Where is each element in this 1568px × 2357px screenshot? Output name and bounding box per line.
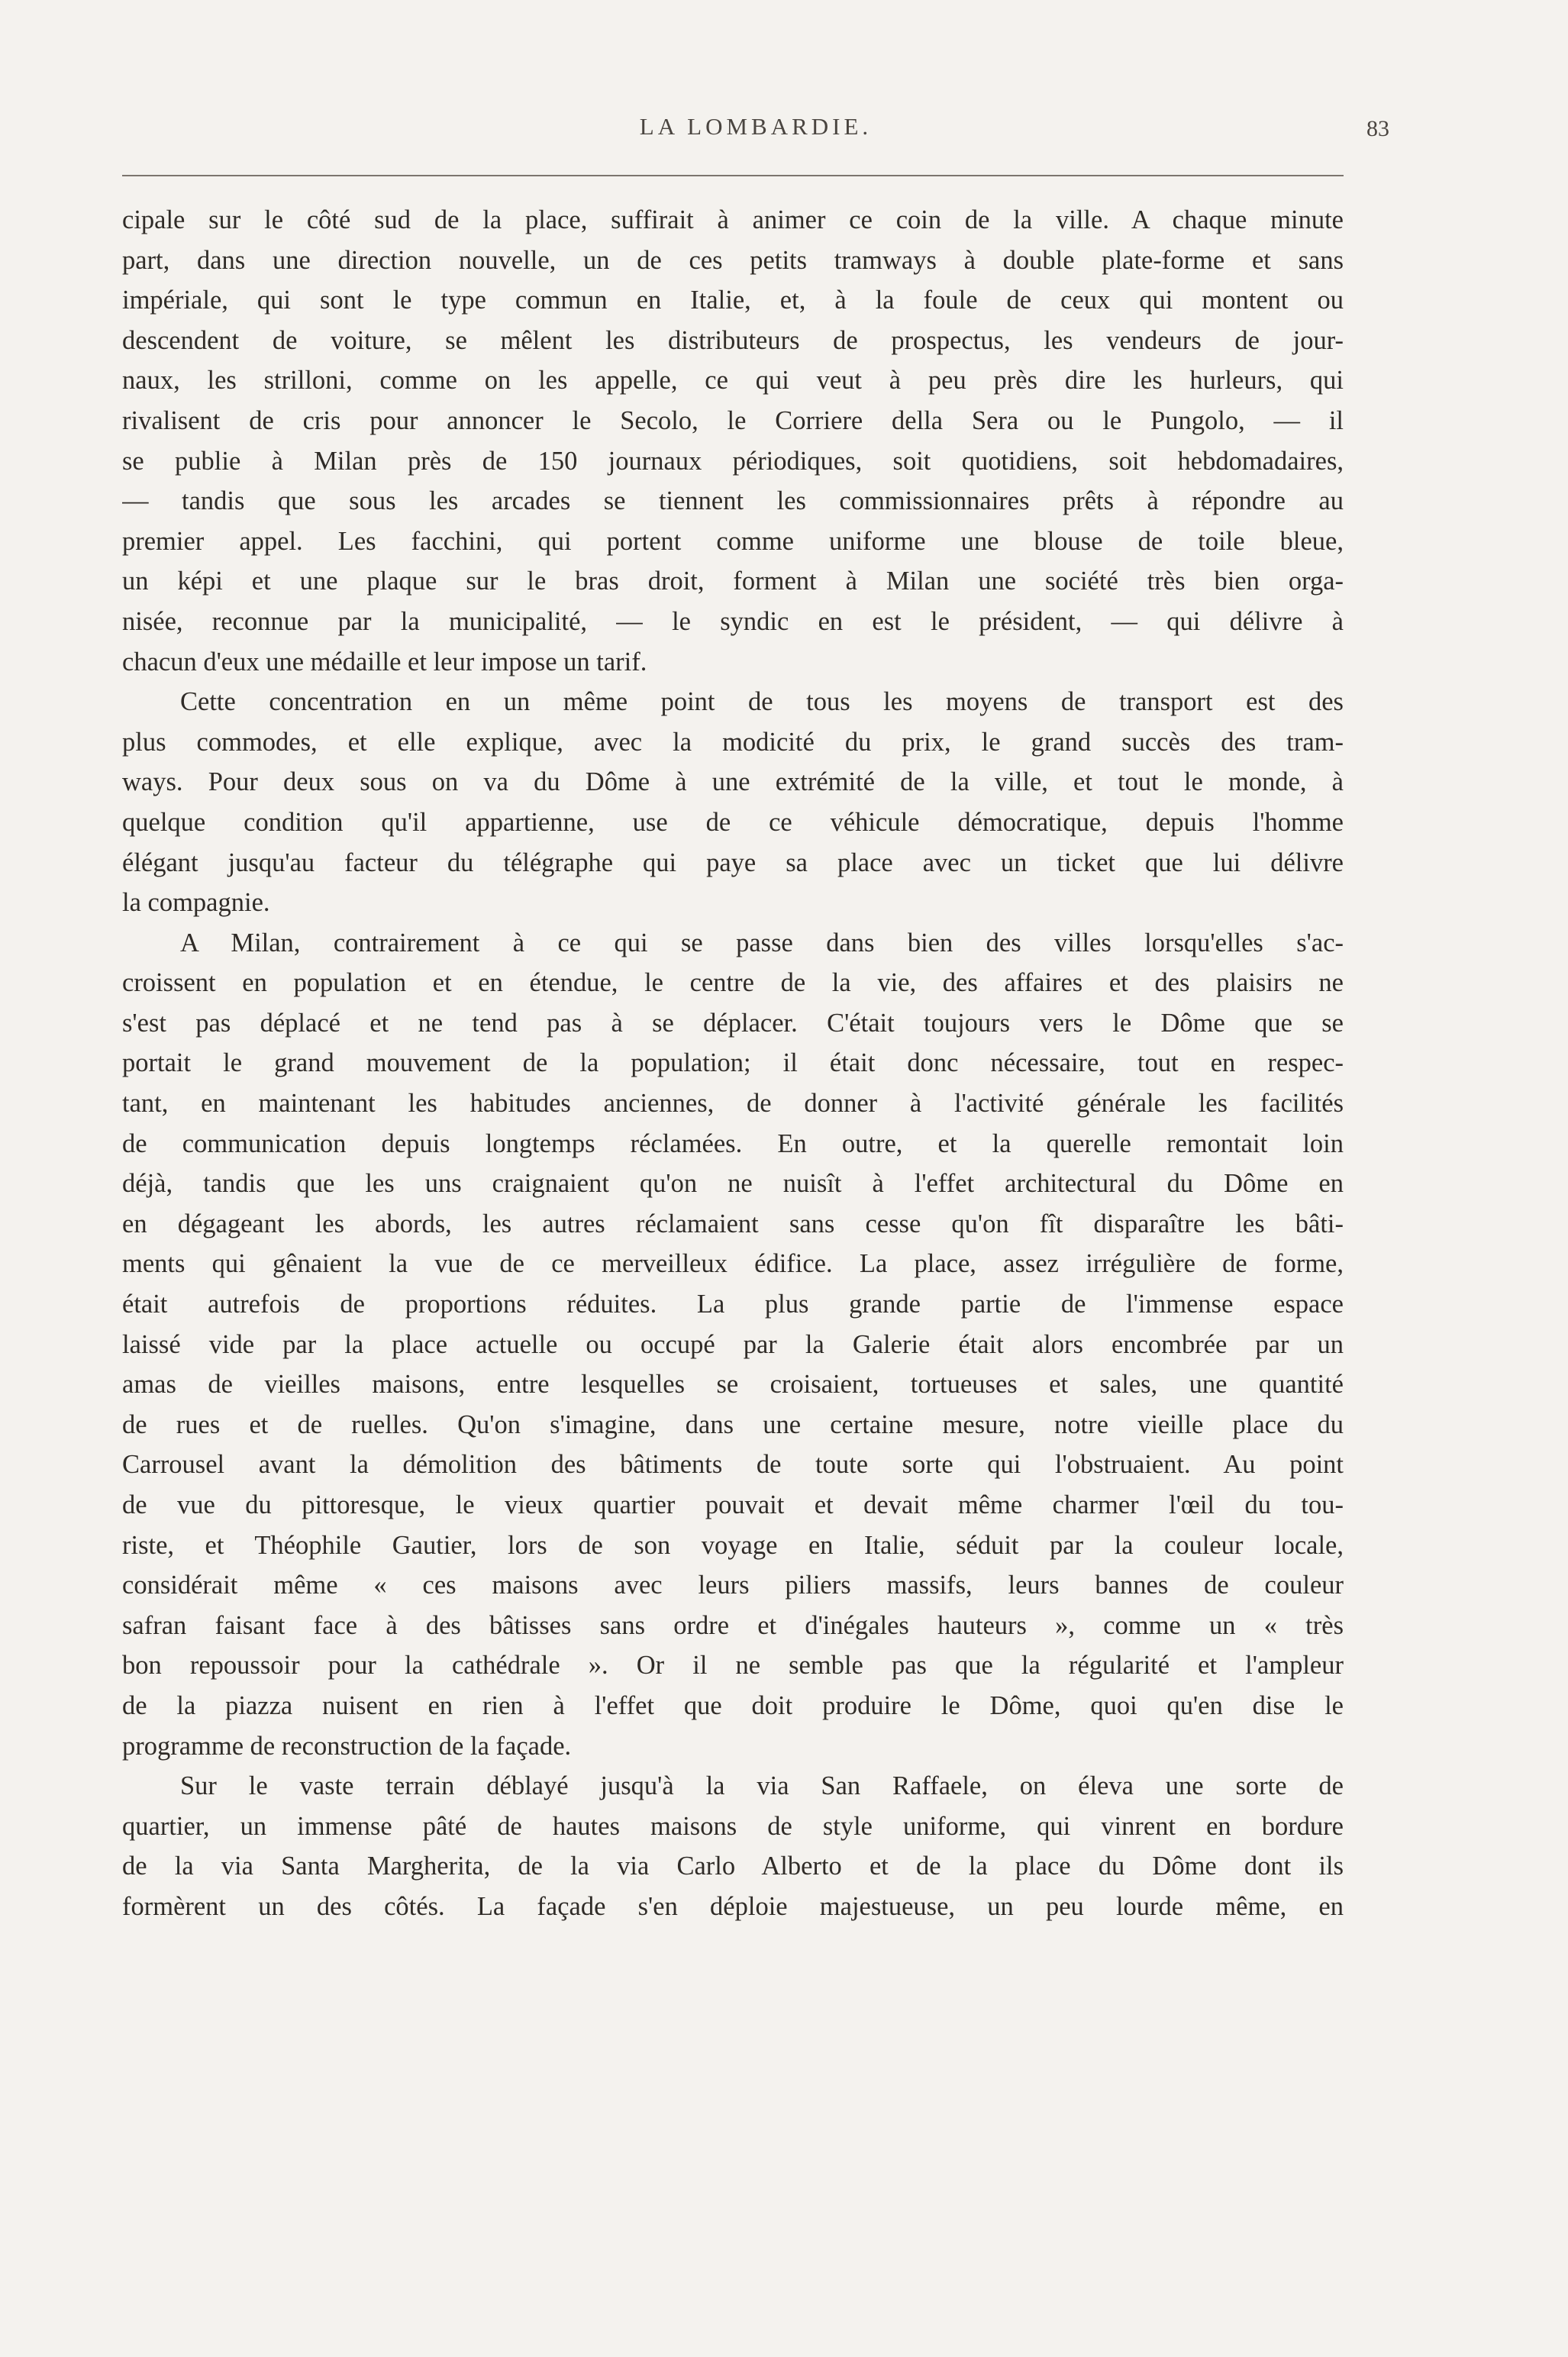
text-line: amas de vieilles maisons, entre lesquelles se croisaient, tortueuses et sales, une quantité xyxy=(122,1370,1344,1400)
text-line: descendent de voiture, se mêlent les distributeurs de prospectus, les vendeurs de jour- xyxy=(122,325,1344,355)
text-line: — tandis que sous les arcades se tiennent les commissionnaires prêts à répondre au xyxy=(122,486,1344,516)
body-text xyxy=(122,200,1344,1927)
page-number: 83 xyxy=(1366,116,1389,141)
text-line: élégant jusqu'au facteur du télégraphe qui paye sa place avec un ticket que lui délivre xyxy=(122,848,1344,877)
text-line: Cette concentration en un même point de tous les moyens de transport est des xyxy=(180,687,1344,717)
text-line: formèrent un des côtés. La façade s'en déploie majestueuse, un peu lourde même, en xyxy=(122,1891,1344,1921)
text-line: programme de reconstruction de la façade. xyxy=(122,1731,572,1761)
text-line: A Milan, contrairement à ce qui se passe dans bien des villes lorsqu'elles s'ac- xyxy=(180,928,1344,957)
text-line: en dégageant les abords, les autres réclamaient sans cesse qu'on fît disparaître les bâti- xyxy=(122,1209,1344,1238)
text-line: de la via Santa Margherita, de la via Carlo Alberto et de la place du Dôme dont ils xyxy=(122,1852,1344,1881)
text-line: chacun d'eux une médaille et leur impose un tarif. xyxy=(122,647,647,676)
running-header xyxy=(122,113,1389,151)
text-line: riste, et Théophile Gautier, lors de son voyage en Italie, séduit par la couleur locale, xyxy=(122,1530,1344,1560)
text-line: ways. Pour deux sous on va du Dôme à une extrémité de la ville, et tout le monde, à xyxy=(122,767,1344,797)
text-line: se publie à Milan près de 150 journaux périodiques, soit quotidiens, soit hebdomadaires, xyxy=(122,446,1344,476)
header-rule xyxy=(122,175,1344,176)
text-line: quartier, un immense pâté de hautes maisons de style uniforme, qui vinrent en bordure xyxy=(122,1811,1344,1841)
text-line: de rues et de ruelles. Qu'on s'imagine, dans une certaine mesure, notre vieille place du xyxy=(122,1409,1344,1439)
text-line: de vue du pittoresque, le vieux quartier pouvait et devait même charmer l'œil du tou- xyxy=(122,1490,1344,1519)
text-line: portait le grand mouvement de la population; il était donc nécessaire, tout en respec- xyxy=(122,1048,1344,1078)
text-line: de la piazza nuisent en rien à l'effet que doit produire le Dôme, quoi qu'en dise le xyxy=(122,1690,1344,1720)
text-line: impériale, qui sont le type commun en Italie, et, à la foule de ceux qui montent ou xyxy=(122,286,1344,315)
text-line: tant, en maintenant les habitudes anciennes, de donner à l'activité générale les facilités xyxy=(122,1089,1344,1119)
text-line: cipale sur le côté sud de la place, suffirait à animer ce coin de la ville. A chaque minute xyxy=(122,205,1344,234)
text-line: nisée, reconnue par la municipalité, — le syndic en est le président, — qui délivre à xyxy=(122,606,1344,636)
text-line: croissent en population et en étendue, le centre de la vie, des affaires et des plaisirs ne xyxy=(122,968,1344,998)
text-line: un képi et une plaque sur le bras droit, forment à Milan une société très bien orga- xyxy=(122,567,1344,596)
text-line: part, dans une direction nouvelle, un de ces petits tramways à double plate-forme et sans xyxy=(122,245,1344,275)
text-line: rivalisent de cris pour annoncer le Secolo, le Corriere della Sera ou le Pungolo, — il xyxy=(122,405,1344,435)
text-line: naux, les strilloni, comme on les appelle, ce qui veut à peu près dire les hurleurs, qui xyxy=(122,366,1344,396)
text-line: la compagnie. xyxy=(122,888,270,918)
text-line: ments qui gênaient la vue de ce merveilleux édifice. La place, assez irrégulière de forme, xyxy=(122,1249,1344,1279)
text-line: considérait même « ces maisons avec leurs piliers massifs, leurs bannes de couleur xyxy=(122,1571,1344,1600)
text-line: était autrefois de proportions réduites. La plus grande partie de l'immense espace xyxy=(122,1290,1344,1319)
text-line: de communication depuis longtemps réclamées. En outre, et la querelle remontait loin xyxy=(122,1128,1344,1158)
text-line: bon repoussoir pour la cathédrale ». Or il ne semble pas que la régularité et l'ampleur xyxy=(122,1651,1344,1681)
text-line: plus commodes, et elle explique, avec la modicité du prix, le grand succès des tram- xyxy=(122,727,1344,757)
text-line: Carrousel avant la démolition des bâtiments de toute sorte qui l'obstruaient. Au point xyxy=(122,1450,1344,1480)
running-title: LA LOMBARDIE. xyxy=(639,113,873,140)
text-line: s'est pas déplacé et ne tend pas à se déplacer. C'était toujours vers le Dôme que se xyxy=(122,1008,1344,1038)
text-line: safran faisant face à des bâtisses sans ordre et d'inégales hauteurs », comme un « très xyxy=(122,1610,1344,1640)
text-line: quelque condition qu'il appartienne, use de ce véhicule démocratique, depuis l'homme xyxy=(122,807,1344,837)
text-line: déjà, tandis que les uns craignaient qu'on ne nuisît à l'effet architectural du Dôme en xyxy=(122,1169,1344,1199)
text-line: Sur le vaste terrain déblayé jusqu'à la via San Raffaele, on éleva une sorte de xyxy=(180,1771,1344,1801)
text-line: premier appel. Les facchini, qui portent comme uniforme une blouse de toile bleue, xyxy=(122,526,1344,556)
text-line: laissé vide par la place actuelle ou occupé par la Galerie était alors encombrée par un xyxy=(122,1329,1344,1359)
